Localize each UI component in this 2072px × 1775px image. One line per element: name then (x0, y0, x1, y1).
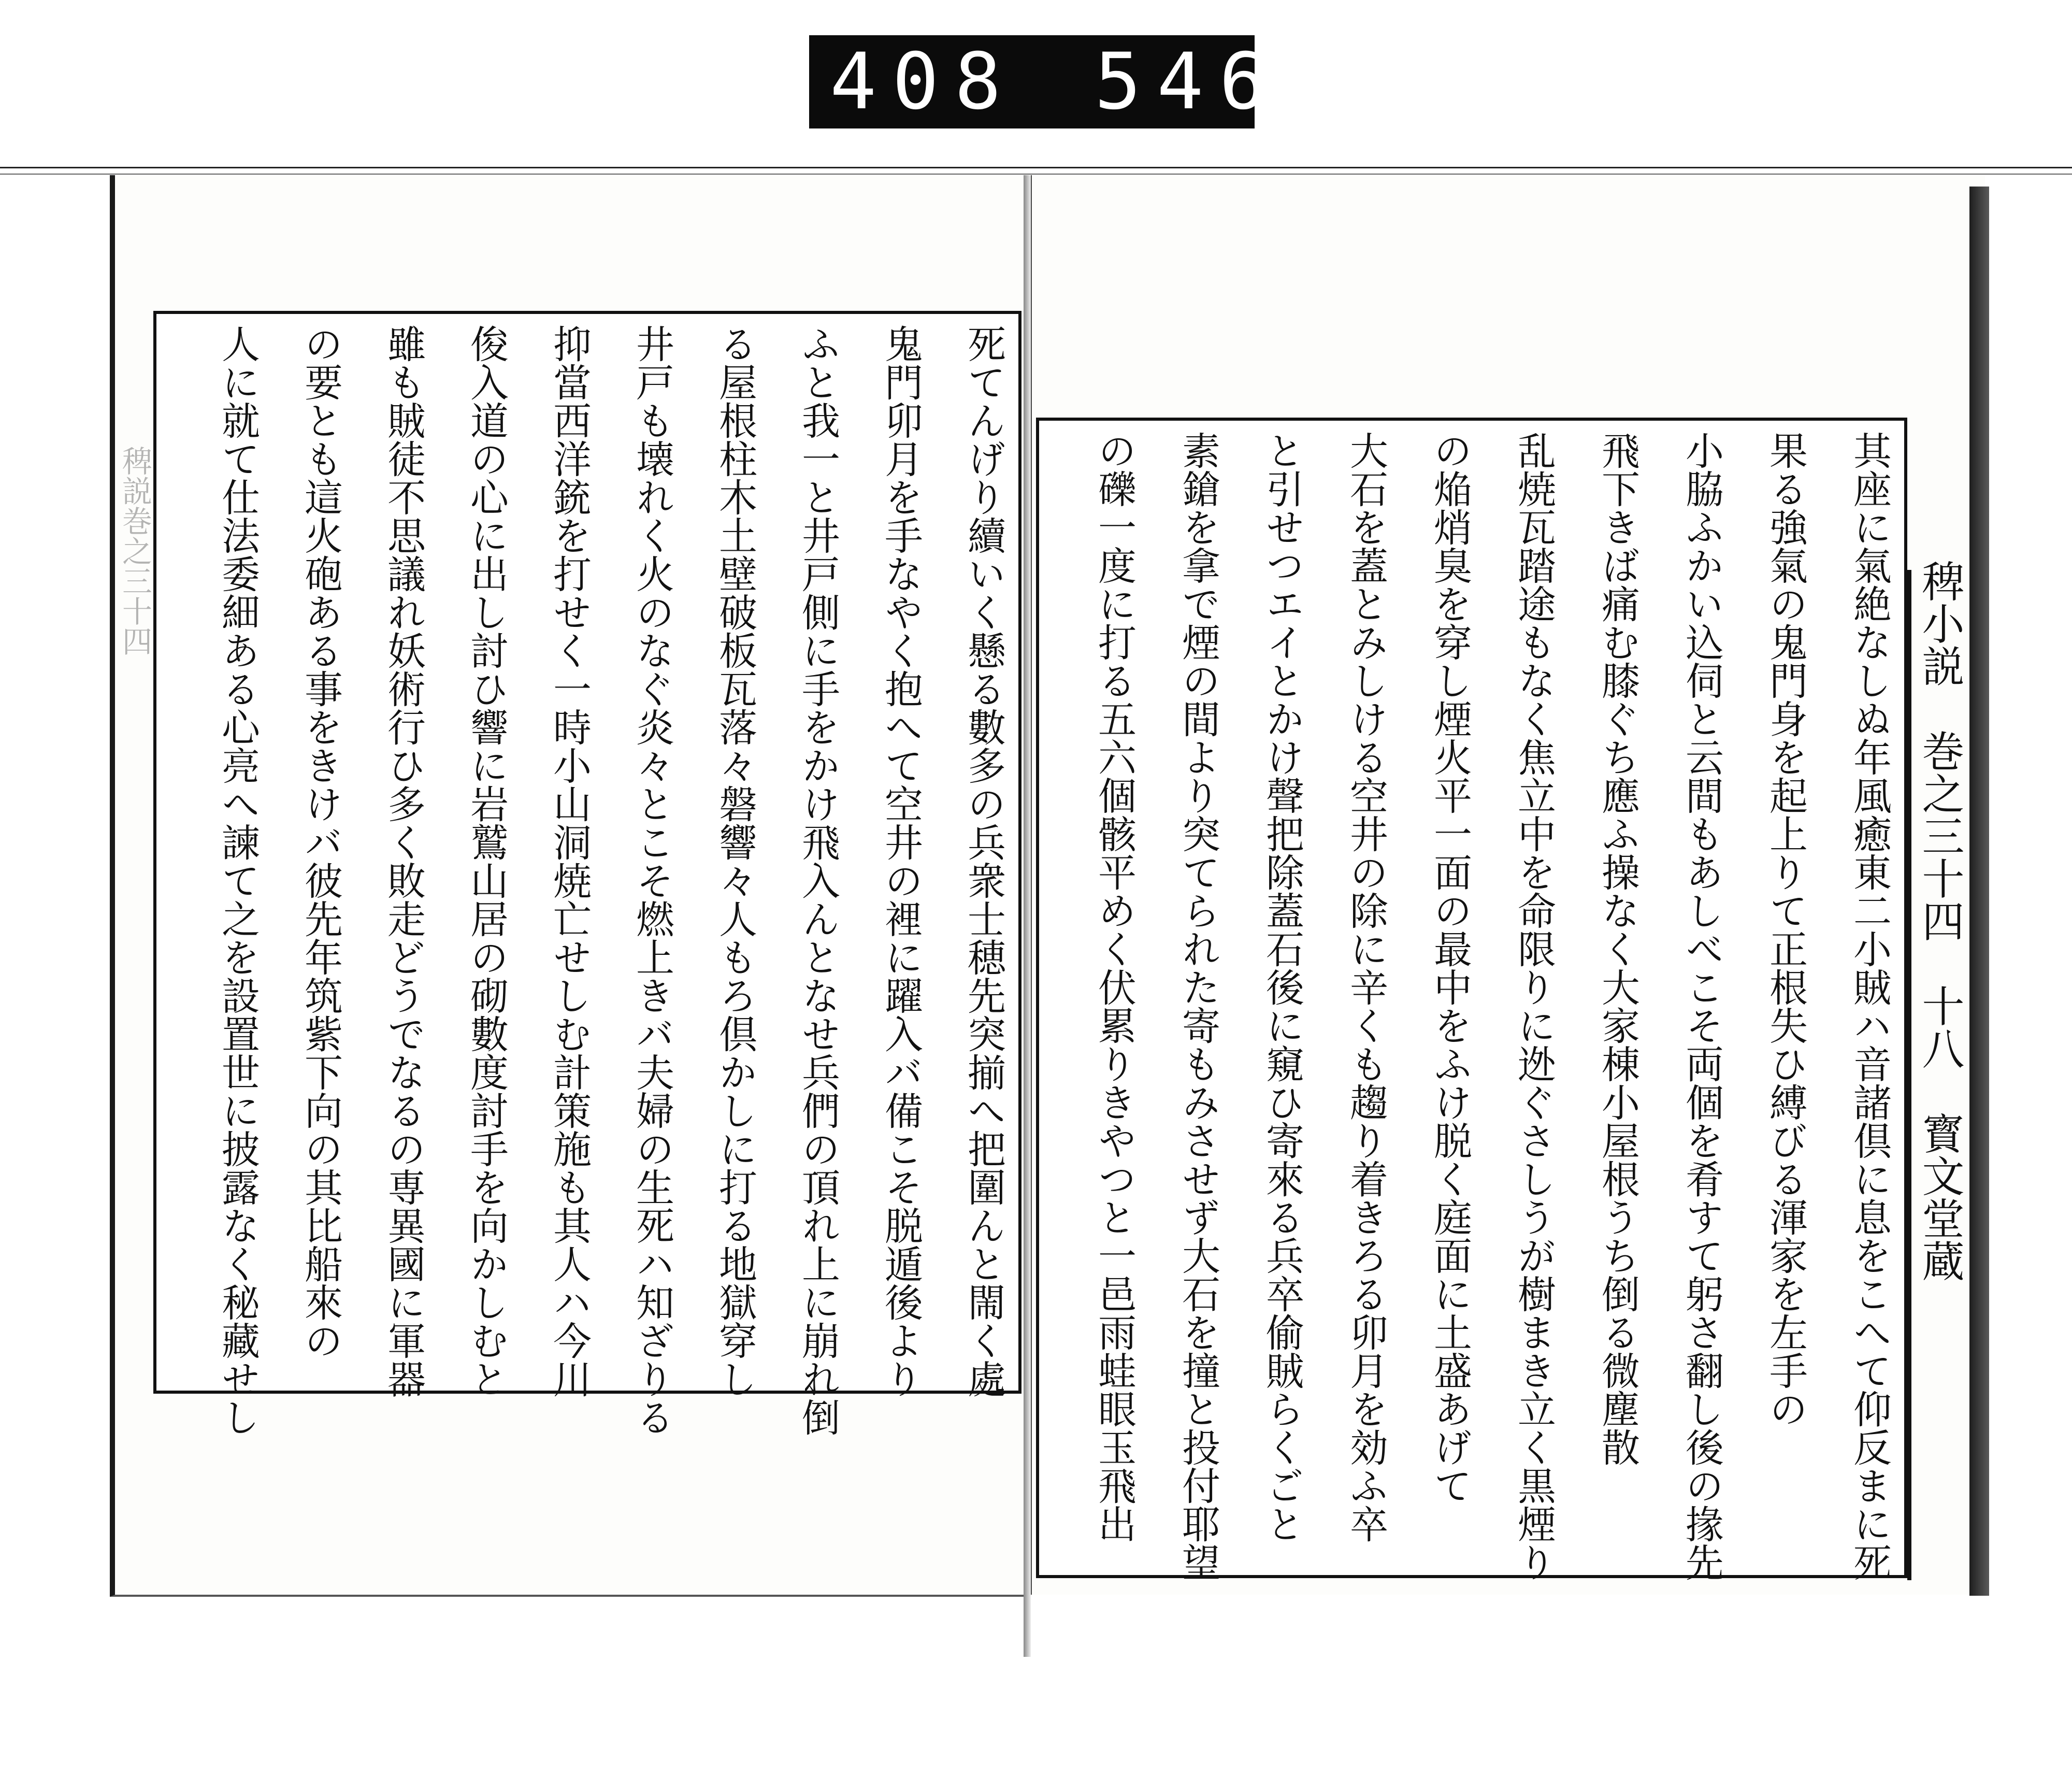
text-column: の焔焇臭を穿し煙火平一面の最中をふけ脱く庭面に土盛あげて (1428, 431, 1472, 1505)
text-column: 素鎗を拿で煙の間より突てられた寄もみさせず大石を撞と投付耶望 (1176, 431, 1220, 1581)
text-column: 死てんげり續いく懸る數多の兵衆士穂先突揃へ把圍んと閙く處 (961, 324, 1006, 1398)
text-column: る屋根柱木土壁破板瓦落々磐響々人もろ倶かしに打る地獄穿し (713, 324, 757, 1398)
frame-number-right: 546. (1094, 37, 1344, 127)
book-spine (1024, 175, 1031, 1657)
top-rule-line (0, 167, 2072, 168)
header-divider-rule (1907, 570, 1911, 1580)
frame-number-left: 408 (830, 37, 1017, 127)
left-page-text-frame (153, 311, 1021, 1436)
running-header: 稗小説 巻之三十四 十八 寳文堂蔵 (1915, 560, 1964, 1282)
right-page-edge (1969, 187, 1989, 1596)
text-column: 井戸も壊れく火のなぐ炎々とこそ燃上きバ夫婦の生死ハ知ざりる (630, 324, 674, 1436)
microfilm-frame-label (809, 35, 1344, 128)
text-column: 乱焼瓦踏途もなく焦立中を命限りに迯ぐさしうが樹まき立く黒煙り (1512, 431, 1556, 1581)
text-column: 鬼門卯月を手なやく抱へて空井の裡に躍入バ備こそ脱遁後より (879, 324, 923, 1398)
text-column: 大石を蓋とみしける空井の除に辛くも趨り着きろる卯月を効ふ卒 (1344, 431, 1388, 1543)
text-column: 其座に氣絶なしぬ年風癒東二小賊ハ音諸倶に息をこへて仰反まに死 (1847, 431, 1892, 1581)
text-column: ふと我一と井戸側に手をかけ飛入んとなせ兵們の頂れ上に崩れ倒 (796, 324, 840, 1436)
text-column: 人に就て仕法委細ある心亮へ諫て之を設置世に披露なく秘藏せし (215, 324, 260, 1436)
text-column: 雖も賊徒不思議れ妖術行ひ多く敗走どうでなるの専異國に軍器 (381, 324, 426, 1398)
right-page-text-frame (1036, 418, 1907, 1581)
text-column: の礫一度に打る五六個骸平めく伏累りきやつと一邑雨蛙眼玉飛出 (1092, 431, 1136, 1543)
text-column: 俊入道の心に出し討ひ響に岩鷲山居の砌數度討手を向かしむと (464, 324, 509, 1398)
text-column: と引せつエイとかけ聲把除蓋石後に窺ひ寄來る兵卒偷賊らくごと (1260, 431, 1304, 1543)
text-column: 飛下きば痛む膝ぐち應ふ操なく大家棟小屋根うち倒る微塵散 (1595, 431, 1640, 1466)
text-column: 抑當西洋銃を打せく一時小山洞焼亡せしむ計策施も其人ハ今川 (547, 324, 592, 1398)
margin-bleed-text: 稗説巻之三十四 (117, 446, 152, 656)
top-rule-line-secondary (0, 174, 2072, 175)
text-column: の要とも這火砲ある事をきけバ彼先年筑紫下向の其比船來の (298, 324, 343, 1359)
text-column: 小脇ふかい込伺と云間もあしべこそ両個を肴すて躬さ翻し後の掾先 (1679, 431, 1724, 1581)
text-column: 果る強氣の鬼門身を起上りて正根失ひ縛びる渾家を左手の (1763, 431, 1808, 1428)
